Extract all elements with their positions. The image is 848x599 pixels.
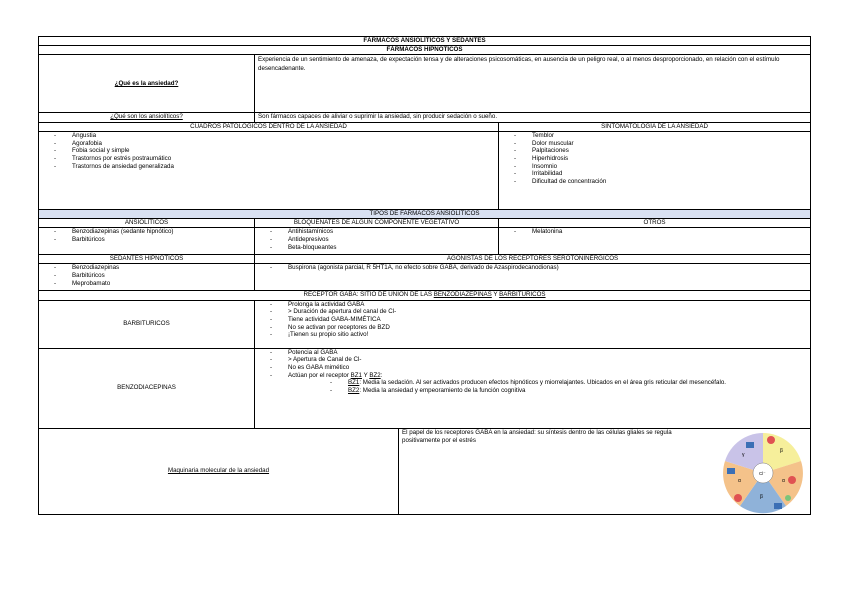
list-item: - Trastornos por estrés postraumático	[72, 155, 495, 163]
cuadros-list	[42, 132, 495, 171]
sedantes-list	[42, 264, 251, 287]
wheel-label-gamma: γ	[742, 451, 745, 458]
list-item: - Beta-bloqueantes	[288, 244, 495, 252]
sintomas-list	[502, 132, 807, 186]
list-item: - Dificultad de concentración	[532, 178, 807, 186]
cuadros-list-cell	[39, 131, 499, 209]
gaba-receptor-wheel-image	[722, 432, 804, 514]
answer-ansioliticos: Son fármacos capaces de aliviar o suprimir la ansiedad, sin producir sedación o sueño.	[255, 113, 811, 122]
document-subtitle: FÁRMACOS HIPNÓTICOS	[39, 46, 811, 55]
sintomas-list-cell	[499, 131, 811, 209]
benzodiacepinas-label: BENZODIACEPINAS	[39, 348, 255, 428]
bloqueantes-list-cell	[255, 228, 499, 255]
list-item-bz1: - BZ1: Media la sedación. Al ser activados producen efectos hipnóticos y miorrelajantes. Ubicados en el área gris reticular del mesencéfalo.	[288, 379, 807, 387]
barbituricos-list-cell	[255, 300, 811, 348]
list-item: - ¡Tienen su propio sitio activo!	[288, 331, 807, 339]
agonistas-list	[258, 264, 807, 272]
list-item: - Antidepresivos	[288, 236, 495, 244]
list-item: - Potencia al GABA	[288, 349, 807, 357]
question-ansiedad: ¿Qué es la ansiedad?	[39, 55, 255, 113]
wheel-label-beta-1: β	[780, 447, 783, 454]
wheel-label-chloride: Cl⁻	[759, 470, 766, 476]
list-item: - Fobia social y simple	[72, 147, 495, 155]
document-page	[38, 36, 810, 515]
list-item: - Trastornos de ansiedad generalizada	[72, 163, 495, 171]
wheel-marker-green	[785, 495, 791, 501]
barbituricos-list	[258, 301, 807, 340]
document-title: FÁRMACOS ANSIOLÍTICOS Y SEDANTES	[39, 37, 811, 46]
list-item: - Barbitúricos	[72, 272, 251, 280]
list-item: - Hiperhidrosis	[532, 155, 807, 163]
agonistas-header: AGONISTAS DE LOS RECEPTORES SEROTONINÉRGICOS	[255, 255, 811, 264]
list-item: - Temblor	[532, 132, 807, 140]
list-item: - Buspirona (agonista parcial, R 5HT1A, no efecto sobre GABA, derivado de Azaspirodecanodionas)	[288, 264, 807, 272]
list-item: - Barbitúricos	[72, 236, 251, 244]
answer-ansiedad: Experiencia de un sentimiento de amenaza, de expectación tensa y de alteraciones psicosomáticas, en ausencia de un peligro real, o al menos desproporcionado, en relación con el estímulo desencadenante.	[255, 55, 811, 113]
ansioliticos-header: ANSIOLÍTICOS	[39, 219, 255, 228]
wheel-label-alpha-2: α	[738, 477, 741, 484]
barbituricos-label: BARBITURICOS	[39, 300, 255, 348]
wheel-marker-blue-bottom	[774, 503, 782, 509]
list-item: - > Apertura de Canal de Cl-	[288, 356, 807, 364]
agonistas-list-cell	[255, 264, 811, 291]
list-item: - Antihistamínicos	[288, 228, 495, 236]
bloqueantes-header: BLOQUENATES DE ALGÚN COMPONENTE VEGETATIVO	[255, 219, 499, 228]
ansioliticos-list	[42, 228, 251, 243]
benzodiacepinas-list	[258, 349, 807, 395]
list-item-bz2: - BZ2: Media la ansiedad y empeoramiento de la función cognitiva	[288, 387, 807, 395]
list-item: - Actúan por el receptor BZ1 Y BZ2:	[288, 372, 807, 380]
ansioliticos-list-cell	[39, 228, 255, 255]
tipos-header: TIPOS DE FARMACOS ANSIOLÍTICOS	[39, 209, 811, 218]
list-item: - No es GABA mimético	[288, 364, 807, 372]
list-item: - Agorafobia	[72, 140, 495, 148]
gaba-header: RECEPTOR GABA: SITIO DE UNIÓN DE LAS BENZODIAZEPINAS Y BARBITÚRICOS	[39, 291, 811, 300]
question-ansioliticos: ¿Qué son los ansiolíticos?	[39, 113, 255, 122]
maquinaria-cell	[399, 428, 811, 514]
wheel-label-beta-2: β	[760, 493, 763, 500]
list-item: - Angustia	[72, 132, 495, 140]
cuadros-header: CUADROS PATOLÓGICOS DENTRO DE LA ANSIEDAD	[39, 122, 499, 131]
bloqueantes-list	[258, 228, 495, 251]
wheel-marker-blue-top	[746, 442, 754, 448]
otros-list	[502, 228, 807, 236]
wheel-marker-red-left	[734, 494, 742, 502]
list-item: - Irritabilidad	[532, 170, 807, 178]
maquinaria-text: El papel de los receptores GABA en la ansiedad: su síntesis dentro de las células gliales se regula positivamente por el estrés	[402, 428, 672, 444]
sintomas-header: SINTOMATOLOGÍA DE LA ANSIEDAD	[499, 122, 811, 131]
sedantes-header: SEDANTES HIPNÓTICOS	[39, 255, 255, 264]
list-item: - Prolonga la actividad GABA	[288, 301, 807, 309]
wheel-marker-red-right	[788, 476, 796, 484]
list-item: - Benzodiazepinas	[72, 264, 251, 272]
benzodiacepinas-list-cell	[255, 348, 811, 428]
sedantes-list-cell	[39, 264, 255, 291]
list-item: - Melatonina	[532, 228, 807, 236]
list-item: - Palpitaciones	[532, 147, 807, 155]
list-item: - Tiene actividad GABA-MIMÉTICA	[288, 316, 807, 324]
list-item: - Meprobamato	[72, 280, 251, 288]
wheel-label-alpha-1: α	[782, 477, 785, 484]
main-table	[38, 36, 811, 515]
list-item: - Benzodiazepinas (sedante hipnótico)	[72, 228, 251, 236]
list-item: - Insomnio	[532, 163, 807, 171]
wheel-marker-red-top	[767, 436, 775, 444]
maquinaria-label: Maquinaria molecular de la ansiedad	[39, 428, 399, 514]
otros-list-cell	[499, 228, 811, 255]
list-item: - > Duración de apertura del canal de Cl-	[288, 308, 807, 316]
wheel-marker-blue-left	[727, 468, 735, 474]
list-item: - Dolor muscular	[532, 140, 807, 148]
list-item: - No se activan por receptores de BZD	[288, 324, 807, 332]
otros-header: OTROS	[499, 219, 811, 228]
